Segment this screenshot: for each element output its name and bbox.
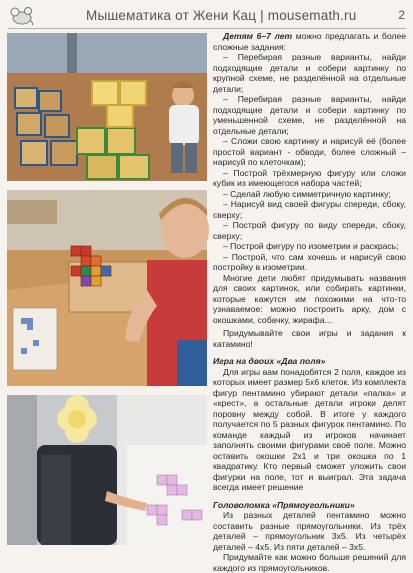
heading-two-fields-text: Игра на двоих «Два поля» — [213, 356, 326, 366]
task-item: – Перебирая разные варианты, найди подходящие детали и собери картинку по уменьшенной схеме, не разделённой на отдельные детали; — [213, 94, 406, 136]
rectangles-closing: Придумайте как можно больше решений для каждого из прямоугольников. — [213, 552, 406, 573]
page-header — [0, 0, 413, 30]
mouse-logo-icon — [8, 4, 34, 26]
page-number: 2 — [398, 8, 405, 22]
photo-child-with-puzzle — [7, 190, 207, 386]
task-item: – Построй трёхмерную фигуру или сложи кубик из имеющегося набора частей; — [213, 167, 406, 188]
task-item: – Перебирая разные варианты, найди подходящие детали и собери картинку по крупной схеме, не разделённой на отдельные детали; — [213, 52, 406, 94]
heading-rectangles-text: Головоломка «Прямоугольники» — [213, 499, 355, 510]
heading-two-fields — [213, 356, 406, 367]
task-item: – Нарисуй вид своей фигуры спереди, сбоку, сверху; — [213, 199, 406, 220]
intro-closing: Придумывайте свои игры и задания к катамино! — [213, 328, 406, 349]
task-item: – Построй, что сам хочешь и нарисуй свою постройку в изометрии. — [213, 251, 406, 272]
header-title: Мышематика от Жени Кац | mousemath.ru — [86, 8, 357, 23]
photo-cubes-building — [7, 33, 207, 181]
heading-rectangles — [213, 500, 406, 511]
header-divider — [8, 28, 406, 29]
task-item: – Сделай любую симметричную картинку; — [223, 188, 391, 199]
two-fields-body: Для игры вам понадобятся 2 поля, каждое из которых имеет размер 5х6 клеток. Из комплекта фигур пентамино убирают детали «палка» и «крест», а остальные детали игроки делят поровну между собой. В итоге у каждого получается по 5 разных фигурок пентамино. По команде каждый из игроков начинает заполнять своими фигурами своё поле. Можно оставить окошки 2х1 и три окошка по 1 квадратику. Кто первый сможет уложить свои фигурки на поле, тот и выиграл. Эта задача всегда имеет решение — [213, 366, 407, 492]
intro-lead-age: Детям 6–7 лет — [223, 31, 293, 41]
task-item: – Построй фигуру по виду спереди, сбоку, сверху; — [213, 220, 406, 241]
rectangles-body: Из разных деталей пентамино можно составить разные прямоугольники. Из трёх деталей – прямоугольник 3х5. Из четырёх деталей – 4х5. Из пяти деталей – 3х5. — [213, 510, 406, 552]
intro-lead — [213, 31, 406, 52]
article-text — [213, 31, 407, 573]
intro-lead-rest: можно предлагать и более сложные задания: — [213, 31, 406, 52]
photo-child-pentamino — [7, 395, 207, 545]
task-item: – Построй фигуру по изометрии и раскрась; — [223, 241, 399, 251]
intro-paragraph: Многие дети любят придумывать названия для своих картинок, или собирать картинки, которые кажутся им похожими на что-то узнаваемое: можно построить арку, дом с окошками, собачку, жирафа... — [213, 272, 406, 325]
task-item: – Сложи свою картинку и нарисуй её (более простой вариант - обводи, более сложный – нарисуй по клеточкам); — [213, 136, 406, 167]
